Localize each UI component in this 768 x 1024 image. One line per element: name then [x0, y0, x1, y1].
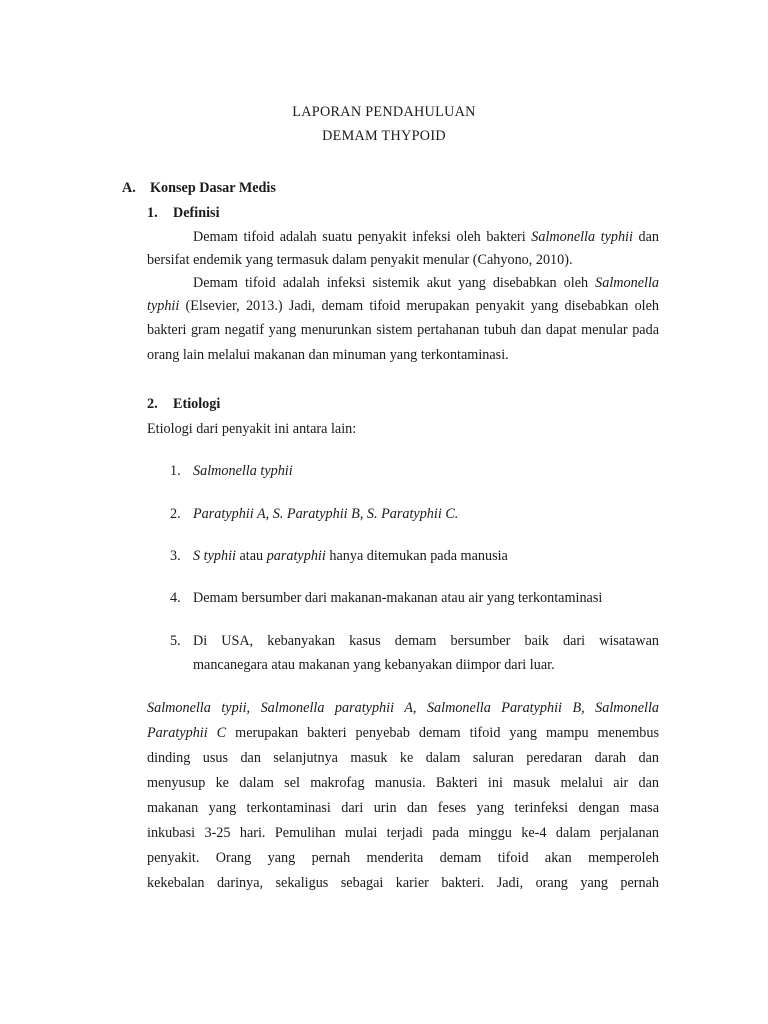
etiologi-item-5-line2: mancanegara atau makanan yang kebanyakan diimpor dari luar.: [193, 657, 555, 673]
etiologi-item-2-number: 2.: [170, 506, 181, 522]
section-a-label: Konsep Dasar Medis: [150, 180, 276, 196]
definisi-p2-species: Salmonella: [595, 275, 659, 291]
etiologi-para-line7-text: penyakit. Orang yang pernah menderita demam tifoid akan memperoleh: [147, 850, 659, 866]
etiologi-para-line7: [147, 850, 659, 867]
etiologi-para-line8: [147, 875, 659, 892]
definisi-p1-text-b: dan: [632, 229, 659, 245]
etiologi-item-3-mid: atau: [235, 548, 267, 564]
etiologi-number: 2.: [147, 396, 158, 412]
etiologi-item-3-number: 3.: [170, 548, 181, 564]
definisi-label: Definisi: [173, 205, 220, 221]
etiologi-label: Etiologi: [173, 396, 221, 412]
etiologi-item-3-species-a: S typhii: [193, 548, 236, 564]
etiologi-item-4-number: 4.: [170, 590, 181, 606]
etiologi-item-3-rest: hanya ditemukan pada manusia: [325, 548, 508, 564]
etiologi-item-3-species-b: paratyphii: [266, 548, 326, 564]
definisi-p1-species: Salmonella typhii: [531, 229, 633, 245]
definisi-p2-text-b: (Elsevier, 2013.) Jadi, demam tifoid merupakan penyakit yang disebabkan oleh: [179, 298, 659, 314]
etiologi-para-line2: [147, 725, 659, 742]
document-title-line2: DEMAM THYPOID: [322, 128, 446, 144]
section-a-heading: [122, 180, 276, 197]
etiologi-para-line5-text: makanan yang terkontaminasi dari urin dan feses yang terinfeksi dengan masa: [147, 800, 659, 816]
document-title-line1: LAPORAN PENDAHULUAN: [292, 104, 476, 120]
etiologi-item-3-text: [193, 548, 508, 565]
etiologi-item-5-line1: [193, 633, 659, 650]
definisi-p2-line2: [147, 298, 659, 315]
definisi-p1-line2: bersifat endemik yang termasuk dalam penyakit menular (Cahyono, 2010).: [147, 252, 573, 268]
section-a-marker: A.: [122, 180, 136, 196]
etiologi-item-1-number: 1.: [170, 463, 181, 479]
etiologi-para-line5: [147, 800, 659, 817]
etiologi-para-line1-text: Salmonella typii, Salmonella paratyphii A, Salmonella Paratyphii B, Salmonella: [147, 700, 659, 716]
definisi-p2-text-a: Demam tifoid adalah infeksi sistemik akut yang disebabkan oleh: [193, 275, 596, 291]
definisi-p1-line1: [193, 229, 659, 246]
etiologi-para-line1: [147, 700, 659, 717]
etiologi-para-line4-text: menyusup ke dalam sel makrofag manusia. Bakteri ini masuk melalui air dan: [147, 775, 659, 791]
definisi-p1-text-a: Demam tifoid adalah suatu penyakit infeksi oleh bakteri: [193, 229, 532, 245]
etiologi-para-line2-text: merupakan bakteri penyebab demam tifoid yang mampu menembus: [226, 725, 660, 741]
definisi-heading: [147, 205, 220, 222]
definisi-p2-line1: [193, 275, 659, 292]
etiologi-heading: [147, 396, 220, 413]
etiologi-para-line3: [147, 750, 659, 767]
etiologi-intro: Etiologi dari penyakit ini antara lain:: [147, 421, 357, 437]
etiologi-item-4-text: Demam bersumber dari makanan-makanan atau air yang terkontaminasi: [193, 590, 603, 606]
etiologi-item-5-line1-text: Di USA, kebanyakan kasus demam bersumber baik dari wisatawan: [193, 633, 659, 649]
etiologi-item-1-text: Salmonella typhii: [193, 463, 293, 479]
etiologi-item-5-number: 5.: [170, 633, 181, 649]
definisi-p2-line4: orang lain melalui makanan dan minuman yang terkontaminasi.: [147, 347, 509, 363]
etiologi-para-species: Paratyphii C: [147, 725, 227, 741]
definisi-number: 1.: [147, 205, 158, 221]
etiologi-para-line4: [147, 775, 659, 792]
etiologi-para-line6-text: inkubasi 3-25 hari. Pemulihan mulai terjadi pada minggu ke-4 dalam perjalanan: [147, 825, 659, 841]
definisi-p2-line3: [147, 322, 659, 339]
definisi-p2-species-b: typhii: [147, 298, 180, 314]
etiologi-para-line8-text: kekebalan darinya, sekaligus sebagai karier bakteri. Jadi, orang yang pernah: [147, 875, 659, 891]
etiologi-para-line3-text: dinding usus dan selanjutnya masuk ke dalam saluran peredaran darah dan: [147, 750, 659, 766]
definisi-p2-line3-text: bakteri gram negatif yang menurunkan sistem pertahanan tubuh dan dapat menular pada: [147, 322, 659, 338]
etiologi-item-2-text: Paratyphii A, S. Paratyphii B, S. Paratyphii C.: [193, 506, 459, 522]
etiologi-para-line6: [147, 825, 659, 842]
